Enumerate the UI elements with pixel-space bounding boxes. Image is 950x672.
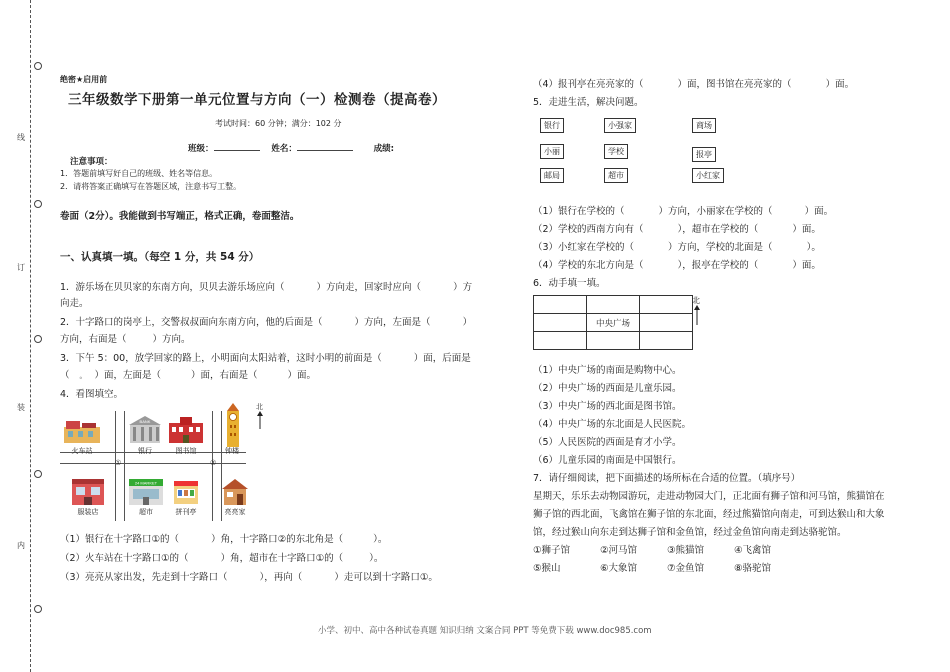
label-clock-tower: 钟楼	[225, 447, 239, 455]
binding-label-zhuang: 装	[17, 403, 25, 412]
question-4-heading: 4．看图填空。	[60, 389, 124, 400]
grid-cell-nw[interactable]	[534, 296, 587, 314]
question-6-heading: 6．动手填一填。	[533, 278, 606, 289]
question-2-cont: 方向，右面是（ ）方向。	[60, 334, 191, 345]
name-blank[interactable]	[297, 150, 353, 151]
notes-heading: 注意事项：	[70, 157, 113, 167]
q7-paragraph-line: 狮子馆的西北面，飞禽馆在狮子馆的东北面，经过熊猫馆向南走，可到达猴山和大象	[533, 509, 885, 520]
question-4-3: （3）亮亮从家出发，先走到十字路口（ ），再向（ ）走可以到十字路口①。	[60, 572, 438, 583]
question-5-3: （3）小红家在学校的（ ）方向，学校的北面是（ ）。	[533, 242, 821, 253]
binding-label-xian: 线	[17, 133, 25, 142]
binding-dashed-line	[30, 0, 31, 672]
grid-cell-center: 中央广场	[587, 314, 640, 332]
question-1: 1．游乐场在贝贝家的东南方向，贝贝去游乐场应向（ ）方向走，回家时应向（ ）方	[60, 282, 473, 293]
q7-option: ④飞禽馆	[734, 545, 772, 556]
binding-hole	[34, 335, 42, 343]
library-icon	[166, 413, 206, 447]
grid-cell-se[interactable]	[640, 332, 693, 350]
score-label: 成绩:	[373, 144, 394, 154]
supermarket-icon	[126, 475, 166, 509]
binding-label-nei: 内	[17, 541, 25, 550]
box-mall: 商场	[692, 118, 716, 133]
page-title: 三年级数学下册第一单元位置与方向（一）检测卷（提高卷）	[68, 92, 446, 108]
label-clothing-store: 服装店	[77, 508, 99, 516]
box-bank: 银行	[540, 118, 564, 133]
box-school: 学校	[604, 144, 628, 159]
newsstand-icon	[166, 475, 206, 509]
note-item: 1．答题前填写好自己的班级、姓名等信息。	[60, 169, 218, 178]
question-5-2: （2）学校的西南方向有（ ），超市在学校的（ ）面。	[533, 224, 821, 235]
page-footer: 小学、初中、高中各种试卷真题 知识归纳 文案合同 PPT 等免费下载 www.doc985.com	[318, 626, 652, 636]
q7-option: ③熊猫馆	[667, 545, 705, 556]
bank-sign: BANK	[139, 419, 151, 424]
binding-margin	[14, 0, 28, 672]
secret-label: 绝密★启用前	[60, 75, 108, 84]
question-3-cont: （ 。 ）面，左面是（ ）面，右面是（ ）面。	[60, 370, 317, 381]
binding-label-ding: 订	[17, 263, 25, 272]
clock-tower-icon	[222, 403, 244, 449]
grid-north-arrow-icon	[693, 305, 701, 325]
section1-heading: 一、认真填一填。（每空 1 分，共 54 分）	[60, 251, 260, 263]
q7-option: ②河马馆	[600, 545, 638, 556]
neatness-note: 卷面（2分）。我能做到书写端正，格式正确，卷面整洁。	[60, 211, 300, 222]
box-xiaoli: 小丽	[540, 144, 564, 159]
name-label: 姓名：	[271, 144, 297, 154]
note-item: 2．请将答案正确填写在答题区域，注意书写工整。	[60, 182, 242, 191]
junction-2-label: ②	[210, 459, 217, 467]
grid-cell-n[interactable]	[587, 296, 640, 314]
bank-icon	[125, 413, 165, 447]
label-train-station: 火车站	[71, 447, 93, 455]
binding-hole	[34, 470, 42, 478]
class-label: 班级：	[188, 144, 214, 154]
q7-paragraph-line: 馆，经过猴山向东走到达狮子馆和金鱼馆，经过金鱼馆向南走到达骆驼馆。	[533, 527, 847, 538]
north-label: 北	[256, 403, 263, 411]
q7-option: ①狮子馆	[533, 545, 571, 556]
q7-option: ⑥大象馆	[600, 563, 638, 574]
question-1-cont: 向走。	[60, 298, 89, 309]
box-post-office: 邮局	[540, 168, 564, 183]
q7-option: ⑧骆驼馆	[734, 563, 772, 574]
question-4-4: （4）报刊亭在亮亮家的（ ）面，图书馆在亮亮家的（ ）面。	[533, 79, 855, 90]
box-xiaohong-home: 小红家	[692, 168, 724, 183]
question-3: 3．下午 5：00，放学回家的路上，小明面向太阳站着，这时小明的前面是（ ）面，后面是	[60, 353, 471, 364]
junction-1-label: ①	[115, 459, 122, 467]
label-house: 亮亮家	[224, 508, 246, 516]
q6-item: （4）中央广场的东北面是人民医院。	[533, 419, 692, 430]
grid-cell-w[interactable]	[534, 314, 587, 332]
q7-paragraph-line: 星期天，乐乐去动物园游玩，走进动物园大门，正北面有狮子馆和河马馆，熊猫馆在	[533, 491, 885, 502]
grid-cell-e[interactable]	[640, 314, 693, 332]
train-station-icon	[62, 413, 102, 447]
label-newsstand: 拼刊亭	[175, 508, 197, 516]
market-sign: 24 MARKET	[134, 480, 158, 486]
exam-info: 考试时间：60 分钟；满分：102 分	[215, 119, 342, 128]
clothing-store-icon	[68, 475, 108, 509]
map-figure	[60, 403, 246, 521]
question-5-4: （4）学校的东北方向是（ ），报亭在学校的（ ）面。	[533, 260, 821, 271]
grid-cell-s[interactable]	[587, 332, 640, 350]
student-info-row	[188, 142, 394, 154]
binding-hole	[34, 62, 42, 70]
question-5-1: （1）银行在学校的（ ）方向，小丽家在学校的（ ）面。	[533, 206, 834, 217]
house-icon	[220, 475, 250, 509]
label-library: 图书馆	[175, 447, 197, 455]
q6-item: （1）中央广场的南面是购物中心。	[533, 365, 682, 376]
grid-cell-ne[interactable]	[640, 296, 693, 314]
label-bank: 银行	[138, 447, 152, 455]
question-7-heading: 7．请仔细阅读，把下面描述的场所标在合适的位置。（填序号）	[533, 473, 801, 484]
binding-hole	[34, 605, 42, 613]
label-supermarket: 超市	[139, 508, 153, 516]
q6-item: （6）儿童乐园的南面是中国银行。	[533, 455, 682, 466]
q7-option: ⑤猴山	[533, 563, 561, 574]
grid-north-label: 北	[692, 296, 700, 305]
grid-cell-sw[interactable]	[534, 332, 587, 350]
q6-item: （5）人民医院的西面是育才小学。	[533, 437, 682, 448]
q6-item: （3）中央广场的西北面是图书馆。	[533, 401, 682, 412]
q6-item: （2）中央广场的西面是儿童乐园。	[533, 383, 682, 394]
box-xiaoqiang-home: 小强家	[604, 118, 636, 133]
box-kiosk: 报亭	[692, 147, 716, 162]
class-blank[interactable]	[214, 150, 260, 151]
question-4-2: （2）火车站在十字路口①的（ ）角，超市在十字路口①的（ ）。	[60, 553, 384, 564]
box-supermarket: 超市	[604, 168, 628, 183]
north-arrow-icon	[256, 411, 264, 429]
square-grid	[533, 295, 693, 350]
binding-hole	[34, 200, 42, 208]
question-2: 2．十字路口的岗亭上，交警叔叔面向东南方向，他的后面是（ ）方向，左面是（ ）	[60, 317, 473, 328]
question-4-1: （1）银行在十字路口①的（ ）角，十字路口②的东北角是（ ）。	[60, 534, 388, 545]
question-5-heading: 5．走进生活，解决问题。	[533, 97, 644, 108]
q7-option: ⑦金鱼馆	[667, 563, 705, 574]
